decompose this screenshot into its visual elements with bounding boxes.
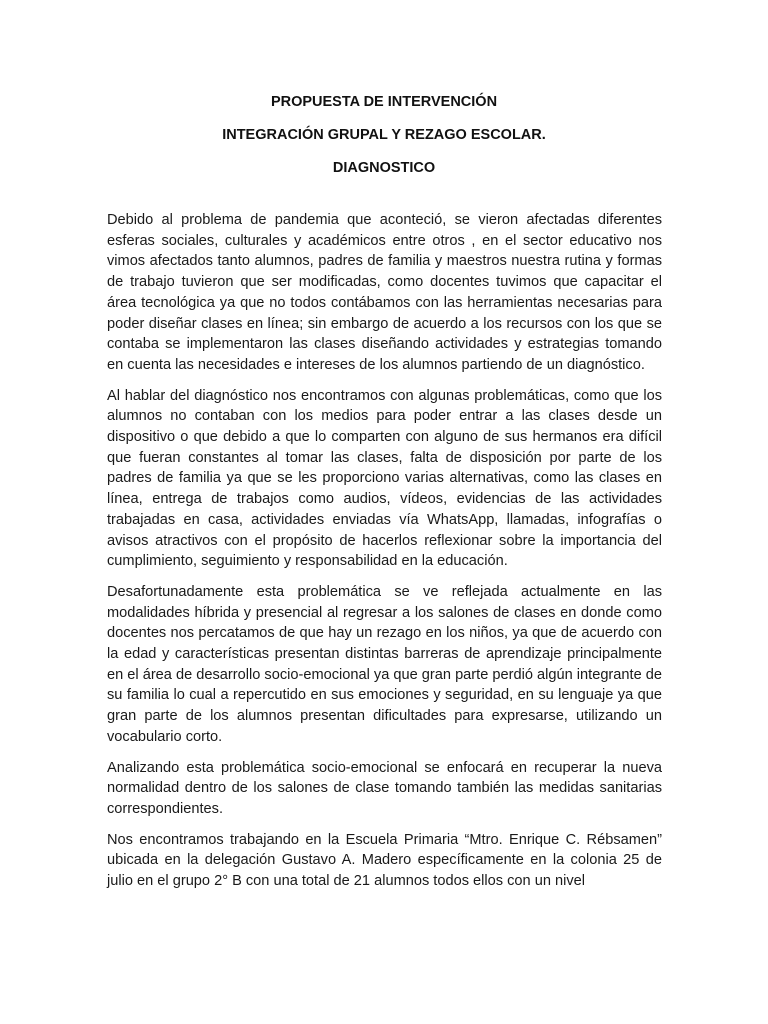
paragraph: Desafortunadamente esta problemática se ve reflejada actualmente en las modalidades híbrida y presencial al regresar a los salones de clases en donde como docentes nos percatamos de que hay un rezago en los niños, ya que de acuerdo con la edad y características presentan distintas barreras de aprendizaje principalmente en el área de desarrollo socio-emocional ya que gran parte perdió algún integrante de su familia lo cual a repercutido en sus emociones y seguridad, en su lenguaje ya que gran parte de los alumnos presentan dificultades para expresarse, utilizando un vocabulario corto. (107, 583, 662, 745)
paragraph: Debido al problema de pandemia que aconteció, se vieron afectadas diferentes esferas sociales, culturales y académicos entre otros , en el sector educativo nos vimos afectados tanto alumnos, padres de familia y maestros nuestra rutina y formas de trabajo tuvieron que ser modificadas, como docentes tuvimos que capacitar el área tecnológica ya que no todos contábamos con las herramientas necesarias para poder diseñar clases en línea; sin embargo de acuerdo a los recursos con los que se contaba se implementaron las clases diseñando actividades y estrategias tomando en cuenta las necesidades e intereses de los alumnos partiendo de un diagnóstico. (107, 212, 662, 373)
paragraph: Analizando esta problemática socio-emocional se enfocará en recuperar la nueva normalidad dentro de los salones de clase tomando también las medidas sanitarias correspondientes. (107, 759, 662, 817)
title-block (106, 92, 662, 191)
document-subtitle: INTEGRACIÓN GRUPAL Y REZAGO ESCOLAR. (222, 127, 546, 143)
paragraph: Nos encontramos trabajando en la Escuela Primaria “Mtro. Enrique C. Rébsamen” ubicada en la delegación Gustavo A. Madero específicamente en la colonia 25 de julio en el grupo 2° B con una total de 21 alumnos todos ellos con un nivel (107, 831, 662, 890)
section-heading: DIAGNOSTICO (332, 160, 436, 176)
document-title: PROPUESTA DE INTERVENCIÓN (270, 94, 498, 110)
paragraph: Al hablar del diagnóstico nos encontramos con algunas problemáticas, como que los alumnos no contaban con los medios para poder entrar a las clases desde un dispositivo o que debido a que lo comparten con alguno de sus hermanos era difícil que fueran constantes al tomar las clases, falta de disposición por parte de los padres de familia ya que se les proporciono varias alternativas, como las clases en línea, entrega de trabajos como audios, vídeos, evidencias de las actividades trabajadas en casa, actividades enviadas vía WhatsApp, llamadas, infografías o avisos atractivos con el propósito de hacerlos reflexionar sobre la importancia del cumplimiento, seguimiento y responsabilidad en la educación. (107, 387, 662, 570)
document-body (107, 210, 662, 902)
